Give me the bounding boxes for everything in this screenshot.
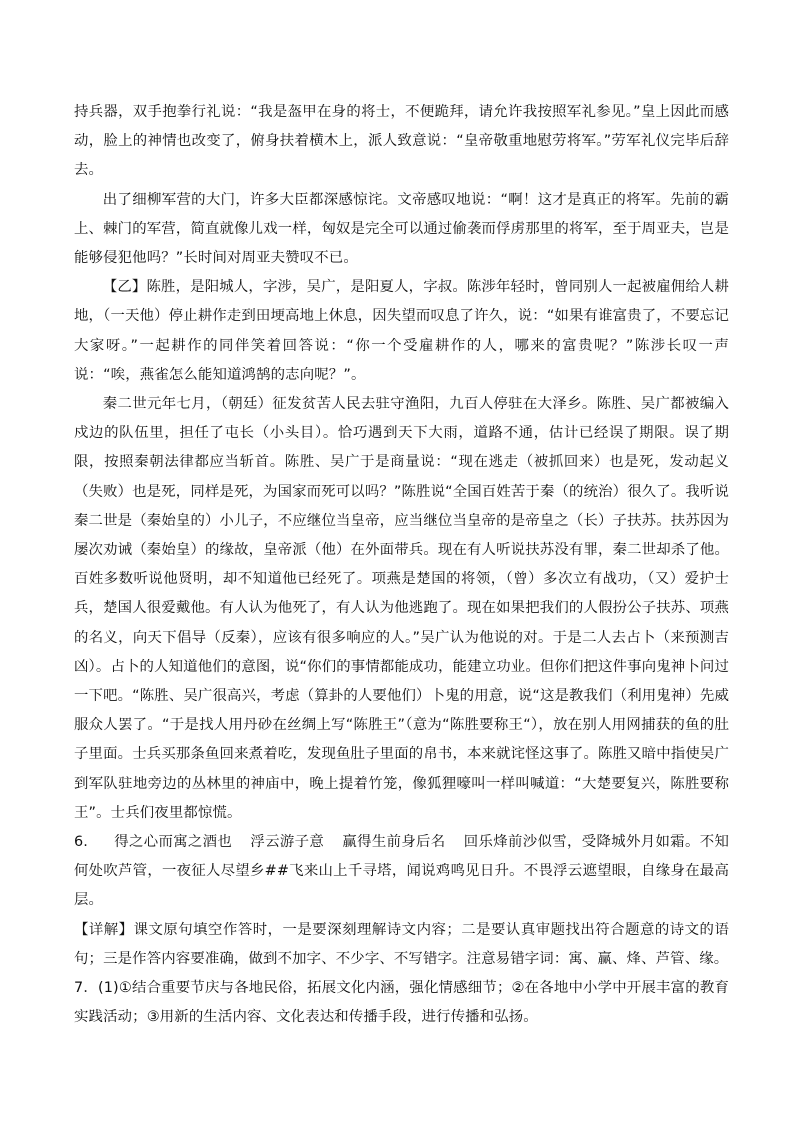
question-6-answer <box>74 828 729 916</box>
answer-6-1: 得之心而寓之酒也 <box>114 834 233 851</box>
question-6-number: 6. <box>74 834 89 851</box>
answer-6-4: 回乐烽前沙似雪，受降城外月如霜。不知何处吹芦管，一夜征人尽望乡##飞来山上千寻塔，闻说鸡鸣见日升。不畏浮云遮望眼，自缘身在最高层。 <box>74 834 729 909</box>
paragraph-2: 出了细柳军营的大门，许多大臣都深感惊诧。文帝感叹地说：“啊！这才是真正的将军。先前的霸上、棘门的军营，简直就像儿戏一样，匈奴是完全可以通过偷袭而俘虏那里的将军，至于周亚夫，岂是能够侵犯他吗？”长时间对周亚夫赞叹不已。 <box>74 191 729 267</box>
question-7-answer: 7．(1)①结合重要节庆与各地民俗，拓展文化内涵，强化情感细节；②在各地中小学中开展丰富的教育实践活动；③用新的生活内容、文化表达和传播手段，进行传播和弘扬。 <box>74 980 729 1026</box>
document-body <box>74 98 729 1033</box>
answer-6-2: 浮云游子意 <box>250 834 325 851</box>
paragraph-3: 【乙】陈胜，是阳城人，字涉，吴广，是阳夏人，字叔。陈涉年轻时，曾同别人一起被雇佣给人耕地，（一天他）停止耕作走到田埂高地上休息，因失望而叹息了许久，说：“如果有谁富贵了，不要忘记大家呀。”一起耕作的同伴笑着回答说：“你一个受雇耕作的人，哪来的富贵呢？”陈涉长叹一声说：“唉，燕雀怎么能知道鸿鹄的志向呢？”。 <box>74 279 729 383</box>
answer-6-3: 赢得生前身后名 <box>342 834 446 851</box>
question-6-detail: 【详解】课文原句填空作答时，一是要深刻理解诗文内容；二是要认真审题找出符合题意的诗文的语句；三是作答内容要准确，做到不加字、不少字、不写错字。注意易错字词：寓、赢、烽、芦管、缘。 <box>74 921 729 967</box>
paragraph-1: 持兵器，双手抱拳行礼说：“我是盔甲在身的将士，不便跪拜，请允许我按照军礼参见。”皇上因此而感动，脸上的神情也改变了，俯身扶着横木上，派人致意说：“皇帝敬重地慰劳将军。”劳军礼仪完毕后辞去。 <box>74 104 729 179</box>
paragraph-4: 秦二世元年七月，（朝廷）征发贫苦人民去驻守渔阳，九百人停驻在大泽乡。陈胜、吴广都被编入戍边的队伍里，担任了屯长（小头目）。恰巧遇到天下大雨，道路不通，估计已经误了期限。误了期限，按照秦朝法律都应当斩首。陈胜、吴广于是商量说：“现在逃走（被抓回来）也是死，发动起义（失败）也是死，同样是死，为国家而死可以吗？”陈胜说“全国百姓苦于秦（的统治）很久了。我听说秦二世是（秦始皇的）小儿子，不应继位当皇帝，应当继位当皇帝的是帝皇之（长）子扶苏。扶苏因为屡次劝诫（秦始皇）的缘故，皇帝派（他）在外面带兵。现在有人听说扶苏没有罪，秦二世却杀了他。百姓多数听说他贤明，却不知道他已经死了。项燕是楚国的将领，（曾）多次立有战功，（又）爱护士兵，楚国人很爱戴他。有人认为他死了，有人认为他逃跑了。现在如果把我们的人假扮公子扶苏、项燕的名义，向天下倡导（反秦），应该有很多响应的人。”吴广认为他说的对。于是二人去占卜（来预测吉凶）。占卜的人知道他们的意图，说“你们的事情都能成功，能建立功业。但你们把这件事向鬼神卜问过一下吧。“陈胜、吴广很高兴，考虑（算卦的人要他们）卜鬼的用意，说“这是教我们（利用鬼神）先威服众人罢了。“于是找人用丹砂在丝绸上写“陈胜王”（意为“陈胜要称王“），放在别人用网捕获的鱼的肚子里面。士兵买那条鱼回来煮着吃，发现鱼肚子里面的帛书，本来就诧怪这事了。陈胜又暗中指使吴广到军队驻地旁边的丛林里的神庙中，晚上提着竹笼，像狐狸嚎叫一样叫喊道：“大楚要复兴，陈胜要称王”。士兵们夜里都惊慌。 <box>74 396 730 821</box>
